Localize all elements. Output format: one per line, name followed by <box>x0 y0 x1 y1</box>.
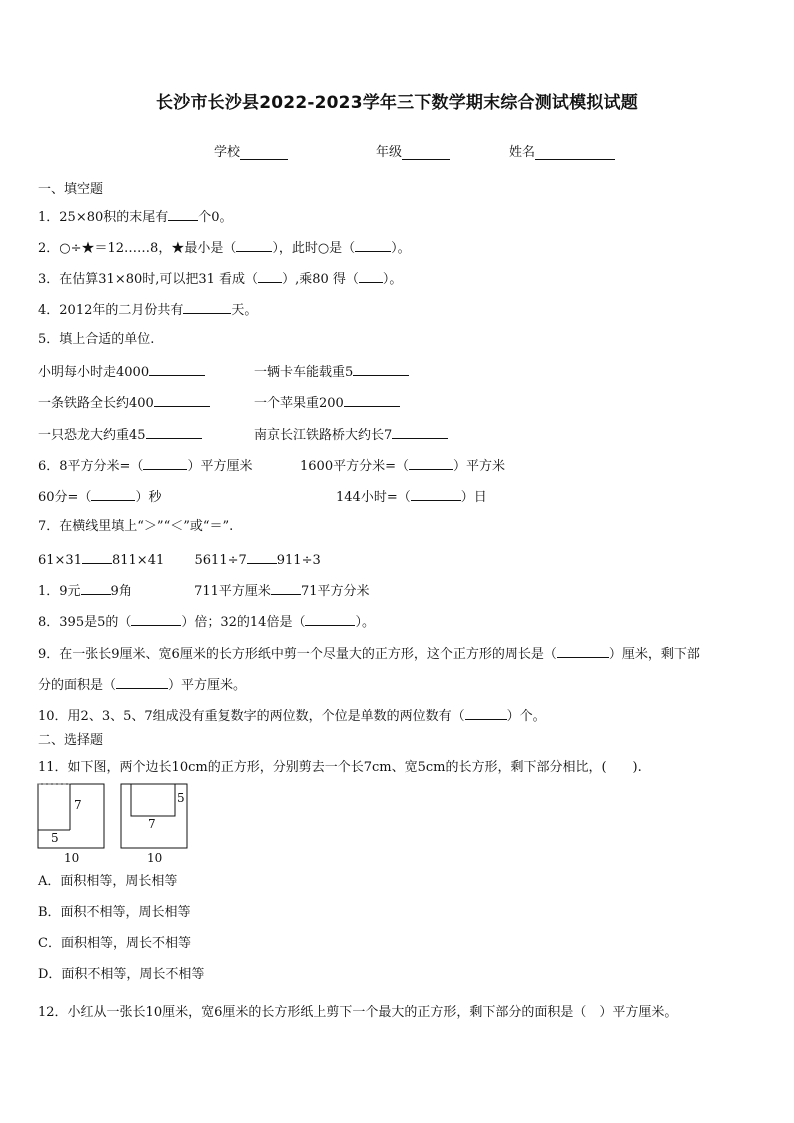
q2-blank-2 <box>355 239 391 252</box>
q11-option-c: C．面积相等，周长不相等 <box>38 936 191 951</box>
q2-text-c: ）。 <box>391 241 411 256</box>
q7-row-1 <box>38 551 321 569</box>
question-9-line-1 <box>38 645 700 663</box>
q3-blank-2 <box>359 270 383 283</box>
q5-row-1-left <box>38 363 205 381</box>
q5-row-1-right <box>254 363 409 381</box>
q8-text: ）倍；32的14倍是（ <box>181 615 306 630</box>
q6-text: ）平方米 <box>452 459 505 474</box>
q2-blank-1 <box>236 239 272 252</box>
q2-text-a: 2．○÷★＝12……8，★最小是（ <box>38 241 237 256</box>
question-3 <box>38 270 402 288</box>
q5-item-text: 小明每小时走4000 <box>38 365 150 380</box>
question-11: 11．如下图，两个边长10cm的正方形，分别剪去一个长7cm、宽5cm的长方形，剩下部分相比，( ). <box>38 760 642 775</box>
q11-option-b: B．面积不相等，周长相等 <box>38 905 191 920</box>
q7-expr: 5611÷7 <box>194 553 247 568</box>
q7-blank <box>247 551 277 564</box>
q6-blank <box>411 488 461 501</box>
q7-expr: 911÷3 <box>276 553 321 568</box>
question-2 <box>38 239 411 257</box>
grade-field <box>376 141 450 160</box>
question-5: 5．填上合适的单位. <box>38 332 155 347</box>
fig2-label-5: 5 <box>177 791 185 805</box>
q5-row-2-left <box>38 394 210 412</box>
q3-blank-1 <box>258 270 282 283</box>
fig2-label-10: 10 <box>147 851 163 864</box>
q11-option-a: A．面积相等，周长相等 <box>38 874 178 889</box>
q6-row-1-right <box>300 457 505 475</box>
fig1-label-10: 10 <box>64 851 80 864</box>
q9-text: 分的面积是（ <box>38 678 117 693</box>
name-field <box>509 141 615 160</box>
q5-blank <box>344 394 400 407</box>
q6-blank <box>91 488 135 501</box>
square-outline <box>38 784 104 848</box>
q8-blank <box>305 613 355 626</box>
question-1 <box>38 208 233 226</box>
q3-text-c: ）。 <box>382 272 403 287</box>
q9-blank <box>557 645 609 658</box>
q4-blank <box>183 301 231 314</box>
q4-text-b: 天。 <box>231 303 258 318</box>
cut-rectangle-dashed <box>38 784 70 830</box>
q6-text: ）平方厘米 <box>187 459 253 474</box>
q9-text: ）厘米，剩下部 <box>608 647 700 662</box>
q3-text-a: 3．在估算31×80时,可以把31 看成（ <box>38 272 259 287</box>
q10-text: ）个。 <box>506 709 546 724</box>
q1-text-b: 个0。 <box>198 210 233 225</box>
q11-figure-1-svg <box>36 782 112 864</box>
school-label: 学校 <box>214 145 241 160</box>
section-choice-heading: 二、选择题 <box>38 733 104 748</box>
q8-text: ）。 <box>355 615 375 630</box>
q7-expr: 811×41 <box>111 553 165 568</box>
fig1-label-7: 7 <box>74 798 82 812</box>
q8-blank <box>131 613 181 626</box>
q5-blank <box>154 394 210 407</box>
q5-item-text: 南京长江铁路桥大约长7 <box>254 428 393 443</box>
section-fill-heading: 一、填空题 <box>38 182 104 197</box>
q7-expr: 61×31 <box>38 553 82 568</box>
q6-blank <box>143 457 187 470</box>
q9-text: 9．在一张长9厘米、宽6厘米的长方形纸中剪一个尽量大的正方形，这个正方形的周长是（ <box>38 647 557 662</box>
q5-item-text: 一条铁路全长约400 <box>38 396 154 411</box>
q7-blank <box>81 582 111 595</box>
q6-text: ）秒 <box>135 490 162 505</box>
q6-blank <box>409 457 453 470</box>
q5-item-text: 一只恐龙大约重45 <box>38 428 146 443</box>
q7-expr: 711平方厘米 <box>194 584 271 599</box>
grade-label: 年级 <box>376 145 403 160</box>
grade-blank <box>402 146 450 160</box>
q7-row-2 <box>38 582 369 600</box>
q11-option-d: D．面积不相等，周长不相等 <box>38 967 205 982</box>
q5-row-2-right <box>254 394 400 412</box>
q1-blank <box>168 208 198 221</box>
q5-blank <box>149 363 205 376</box>
q5-blank <box>146 426 202 439</box>
q1-text-a: 1．25×80积的末尾有 <box>38 210 169 225</box>
question-7: 7．在横线里填上“＞”“＜”或“＝”. <box>38 519 234 534</box>
q10-blank <box>465 707 507 720</box>
question-4 <box>38 301 257 319</box>
q11-figure-2 <box>119 782 195 868</box>
q3-text-b: ）,乘80 得（ <box>282 272 359 287</box>
question-10 <box>38 707 546 725</box>
q6-row-2-right <box>336 488 487 506</box>
name-label: 姓名 <box>509 145 536 160</box>
q5-row-3-right <box>254 426 448 444</box>
q5-item-text: 一辆卡车能载重5 <box>254 365 354 380</box>
school-field <box>214 141 288 160</box>
q6-text: 60分=（ <box>38 490 92 505</box>
q7-expr: 9角 <box>110 584 132 599</box>
q5-row-3-left <box>38 426 202 444</box>
question-9-line-2 <box>38 676 246 694</box>
q5-blank <box>392 426 448 439</box>
q6-row-1-left <box>38 457 252 475</box>
q6-text: 6．8平方分米=（ <box>38 459 144 474</box>
q7-blank <box>82 551 112 564</box>
q4-text-a: 4．2012年的二月份共有 <box>38 303 184 318</box>
page-title: 长沙市长沙县2022-2023学年三下数学期末综合测试模拟试题 <box>156 93 638 113</box>
q2-text-b: ），此时○是（ <box>272 241 356 256</box>
q10-text: 10．用2、3、5、7组成没有重复数字的两位数，个位是单数的两位数有（ <box>38 709 465 724</box>
q8-text: 8．395是5的（ <box>38 615 132 630</box>
question-8 <box>38 613 375 631</box>
fig2-label-7: 7 <box>148 817 156 831</box>
name-blank <box>535 146 615 160</box>
q11-figure-1 <box>36 782 112 868</box>
q7-blank <box>271 582 301 595</box>
q6-text: 144小时=（ <box>336 490 411 505</box>
school-blank <box>240 146 288 160</box>
q6-text: ）日 <box>460 490 487 505</box>
question-12: 12．小红从一张长10厘米，宽6厘米的长方形纸上剪下一个最大的正方形，剩下部分的面积是（ ）平方厘米。 <box>38 1005 678 1020</box>
q7-expr: 1．9元 <box>38 584 81 599</box>
cut-rectangle <box>131 784 175 816</box>
q7-expr: 71平方分米 <box>300 584 370 599</box>
q9-text: ）平方厘米。 <box>168 678 247 693</box>
q9-blank <box>116 676 168 689</box>
q6-row-2-left <box>38 488 161 506</box>
q5-item-text: 一个苹果重200 <box>254 396 344 411</box>
q11-figure-2-svg <box>119 782 195 864</box>
fig1-label-5: 5 <box>51 831 59 845</box>
q6-text: 1600平方分米=（ <box>300 459 409 474</box>
q5-blank <box>353 363 409 376</box>
